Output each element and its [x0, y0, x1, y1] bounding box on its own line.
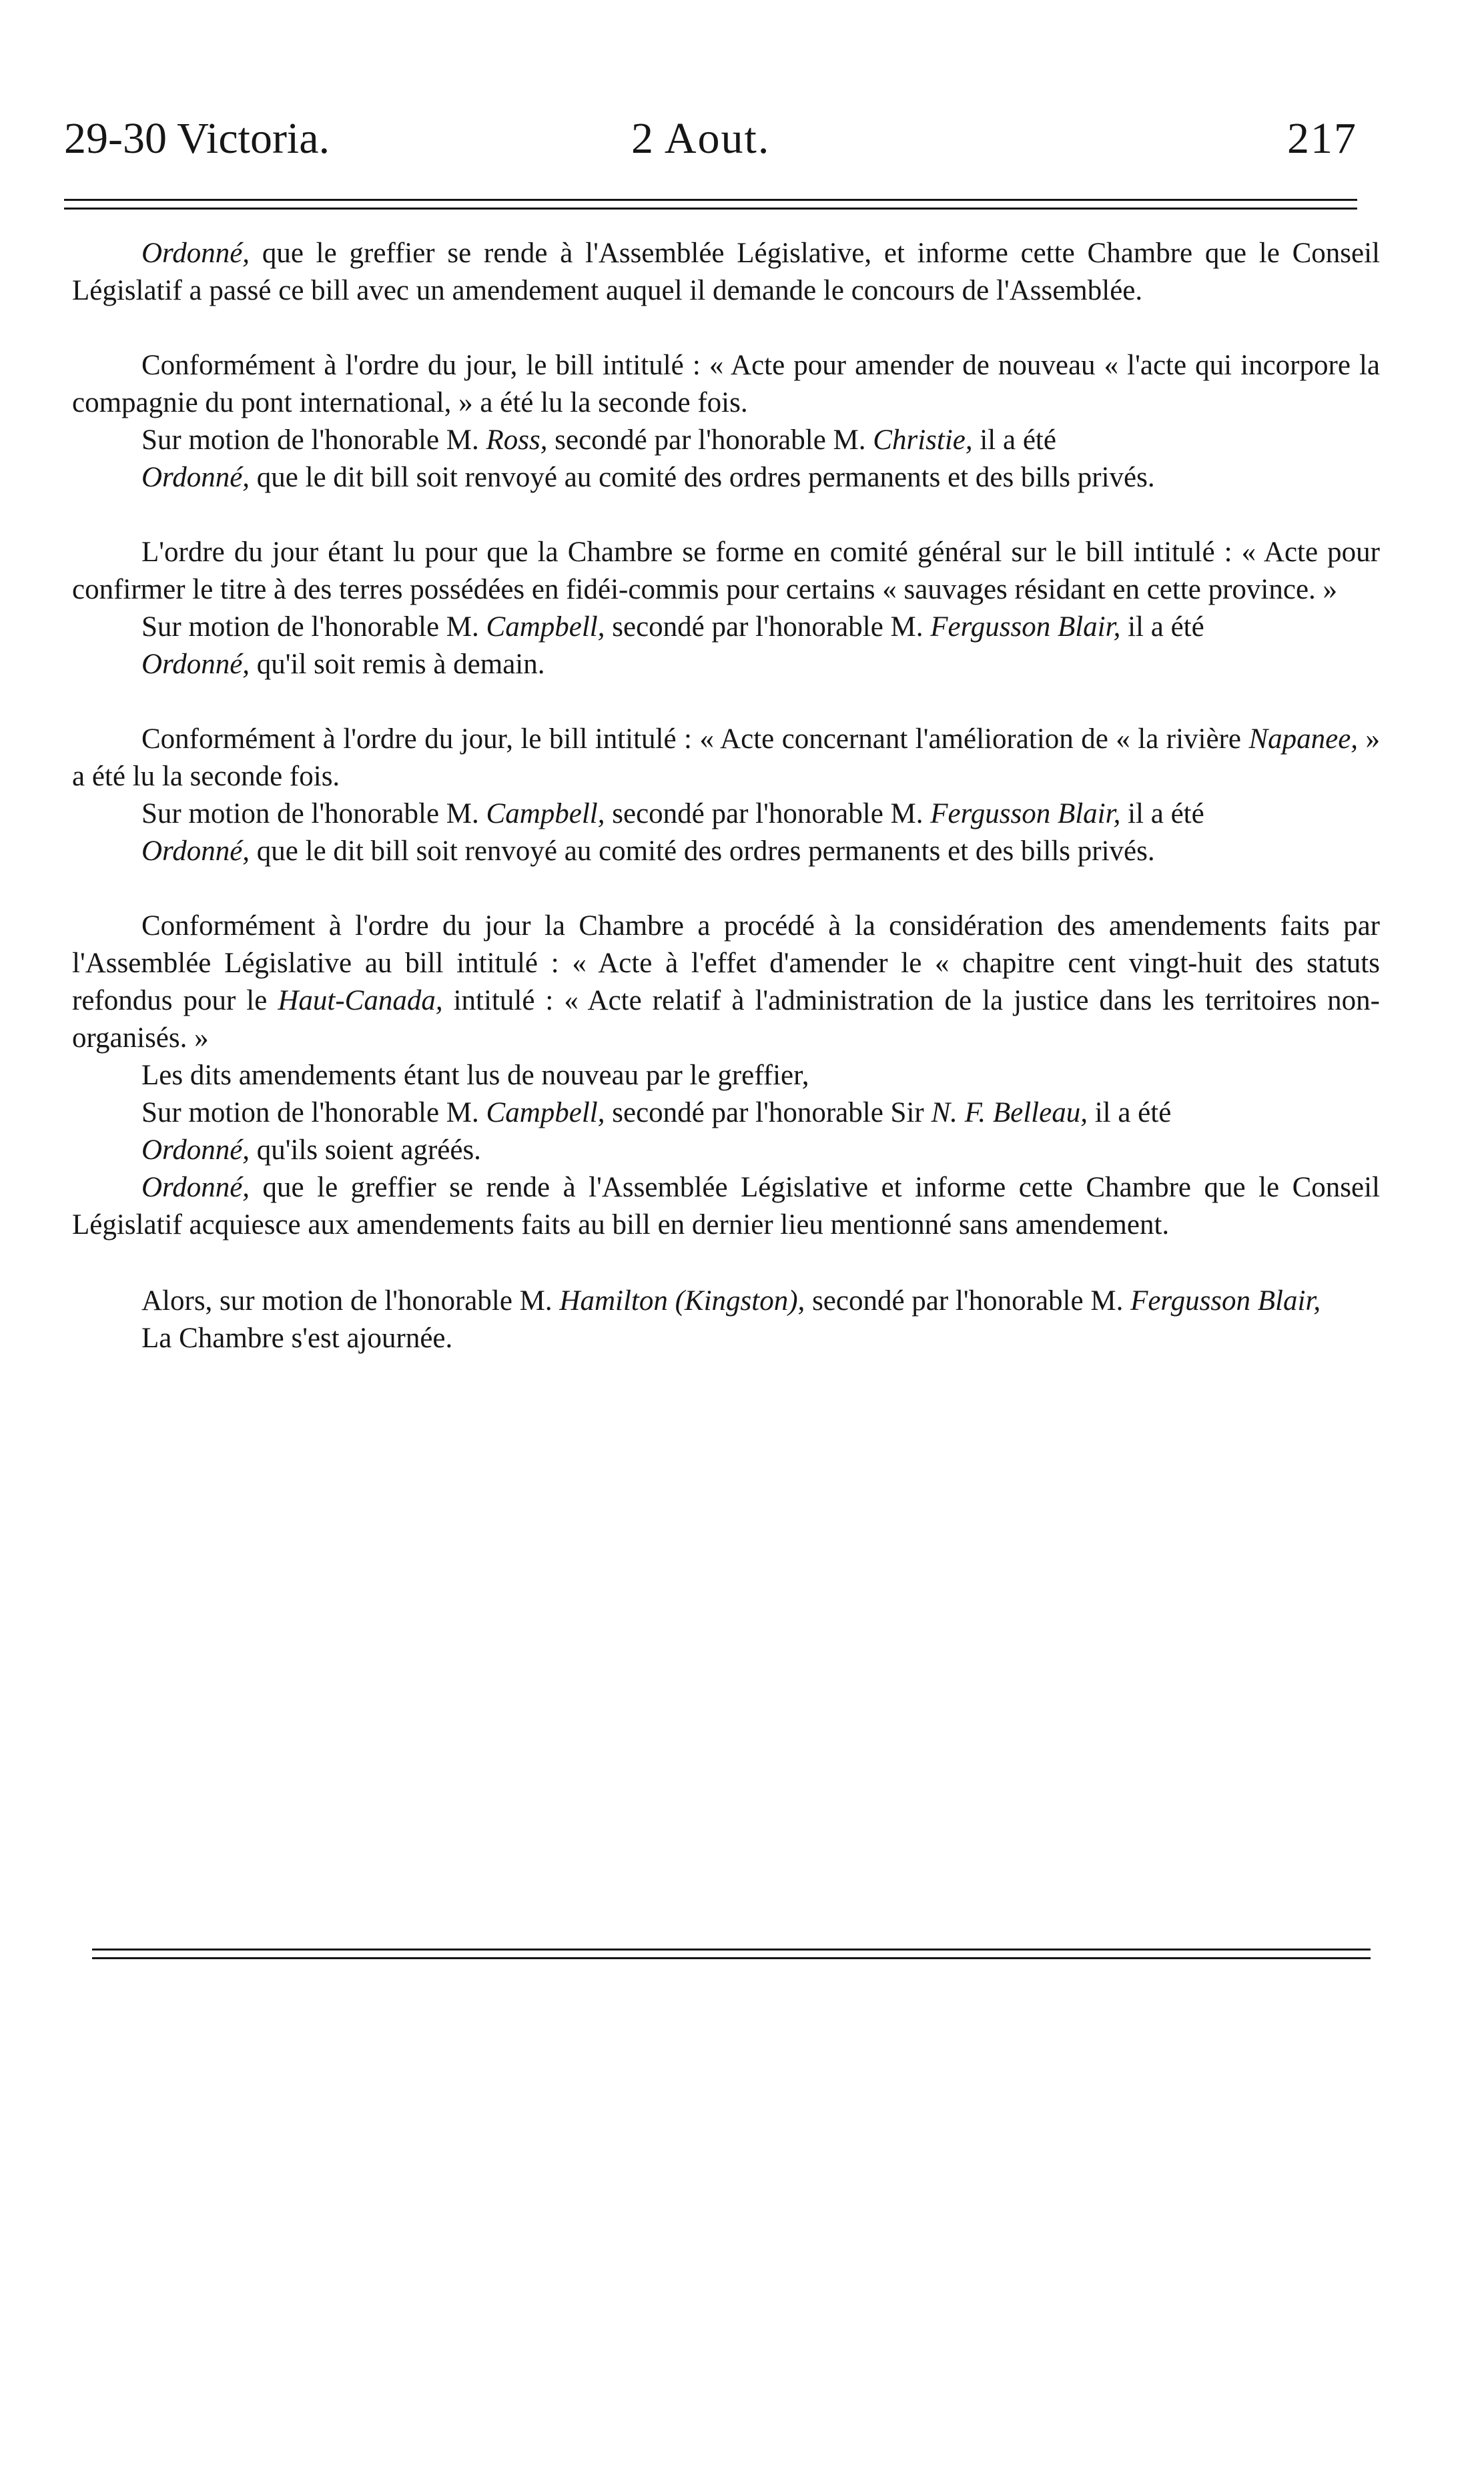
paragraph-text: Sur motion de l'honorable M.: [141, 424, 486, 456]
paragraph-text: Conformément à l'ordre du jour la Chambre a procédé à la considération des amendements faits par l'Assemblée Législative au bill intitulé : « Acte à l'effet d'amender le « chapitre cent vingt-huit des statuts refondus pour le: [72, 910, 1380, 1016]
paragraph-text: secondé par l'honorable Sir: [605, 1097, 932, 1128]
paragraph-text: Les dits amendements étant lus de nouveau par le greffier,: [141, 1060, 809, 1091]
mover-name: Ross,: [486, 424, 548, 456]
paragraph-text: Sur motion de l'honorable M.: [141, 611, 486, 643]
paragraph-amendements: [72, 908, 1380, 1057]
seconder-name: Fergusson Blair,: [930, 798, 1121, 829]
header-session: 29-30 Victoria.: [64, 114, 330, 163]
paragraph-lus-de-nouveau: [72, 1057, 1380, 1094]
paragraph-text: secondé par l'honorable M.: [605, 611, 931, 643]
paragraph-text: il a été: [1087, 1097, 1172, 1128]
ordonne-label: Ordonné,: [141, 1172, 250, 1203]
paragraph-text: L'ordre du jour étant lu pour que la Chambre se forme en comité général sur le bill intitulé : « Acte pour confirmer le titre à des terres possédées en fidéi-commis pour certains « sauvages résidant en cette province. »: [72, 537, 1380, 605]
paragraph-text: Sur motion de l'honorable M.: [141, 798, 486, 829]
page-body: [72, 235, 1380, 1357]
paragraph-text: Alors, sur motion de l'honorable M.: [141, 1285, 560, 1317]
ordonne-label: Ordonné,: [141, 238, 250, 269]
seconder-name: Christie,: [873, 424, 973, 456]
paragraph-motion-ross: [72, 422, 1380, 459]
paragraph-text: La Chambre s'est ajournée.: [141, 1323, 453, 1354]
ordonne-label: Ordonné,: [141, 1134, 250, 1166]
ordonne-label: Ordonné,: [141, 835, 250, 867]
top-double-rule: [64, 199, 1357, 210]
paragraph-adjournment: [72, 1320, 1380, 1357]
paragraph-bill-pont: [72, 347, 1380, 422]
paragraph-motion-hamilton: [72, 1283, 1380, 1320]
page-header: [64, 112, 1357, 165]
paragraph-bill-napanee: [72, 721, 1380, 795]
seconder-name: N. F. Belleau,: [931, 1097, 1088, 1128]
header-date: 2 Aout.: [631, 114, 771, 163]
ordonne-label: Ordonné,: [141, 649, 250, 680]
paragraph-order-4: [72, 833, 1380, 870]
paragraph-motion-campbell-3: [72, 1094, 1380, 1132]
seconder-name: Fergusson Blair,: [930, 611, 1121, 643]
paragraph-text: il a été: [972, 424, 1056, 456]
paragraph-text: » a été lu la seconde fois.: [72, 723, 1381, 792]
paragraph-text: que le dit bill soit renvoyé au comité des ordres permanents et des bills privés.: [250, 835, 1155, 867]
seconder-name: Fergusson Blair,: [1130, 1285, 1321, 1317]
paragraph-text: secondé par l'honorable M.: [547, 424, 873, 456]
paragraph-text: Conformément à l'ordre du jour, le bill intitulé : « Acte concernant l'amélioration de « la rivière: [141, 723, 1249, 755]
paragraph-motion-campbell-2: [72, 795, 1380, 833]
paragraph-text: que le greffier se rende à l'Assemblée Législative, et informe cette Chambre que le Conseil Législatif a passé ce bill avec un amendement auquel il demande le concours de l'Assemblée.: [72, 238, 1380, 306]
paragraph-text: Conformément à l'ordre du jour, le bill intitulé : « Acte pour amender de nouveau « l'acte qui incorpore la compagnie du pont international, » a été lu la seconde fois.: [72, 350, 1380, 418]
paragraph-text: intitulé : « Acte relatif à l'administration de la justice dans les territoires non-organisés. »: [72, 985, 1381, 1054]
paragraph-text: il a été: [1120, 611, 1204, 643]
paragraph-order-1: [72, 235, 1380, 310]
province-name: Haut-Canada,: [278, 985, 443, 1016]
mover-name: Campbell,: [486, 611, 605, 643]
page-number: 217: [1287, 114, 1357, 163]
paragraph-text: que le greffier se rende à l'Assemblée Législative et informe cette Chambre que le Conseil Législatif acquiesce aux amendements faits au bill en dernier lieu mentionné sans amendement.: [72, 1172, 1380, 1241]
mover-name: Campbell,: [486, 1097, 605, 1128]
paragraph-order-6: [72, 1169, 1380, 1244]
paragraph-motion-campbell-1: [72, 609, 1380, 646]
paragraph-order-3: [72, 646, 1380, 683]
paragraph-text: Sur motion de l'honorable M.: [141, 1097, 486, 1128]
ordonne-label: Ordonné,: [141, 462, 250, 493]
paragraph-text: que le dit bill soit renvoyé au comité des ordres permanents et des bills privés.: [250, 462, 1155, 493]
bottom-double-rule: [92, 1949, 1371, 1959]
paragraph-text: il a été: [1120, 798, 1204, 829]
paragraph-text: qu'ils soient agréés.: [250, 1134, 481, 1166]
paragraph-comite-general: [72, 534, 1380, 609]
paragraph-order-2: [72, 459, 1380, 496]
paragraph-text: secondé par l'honorable M.: [805, 1285, 1131, 1317]
paragraph-text: qu'il soit remis à demain.: [250, 649, 545, 680]
mover-name: Hamilton (Kingston),: [559, 1285, 805, 1317]
paragraph-order-5: [72, 1132, 1380, 1169]
paragraph-text: secondé par l'honorable M.: [605, 798, 931, 829]
mover-name: Campbell,: [486, 798, 605, 829]
river-name: Napanee,: [1248, 723, 1359, 755]
